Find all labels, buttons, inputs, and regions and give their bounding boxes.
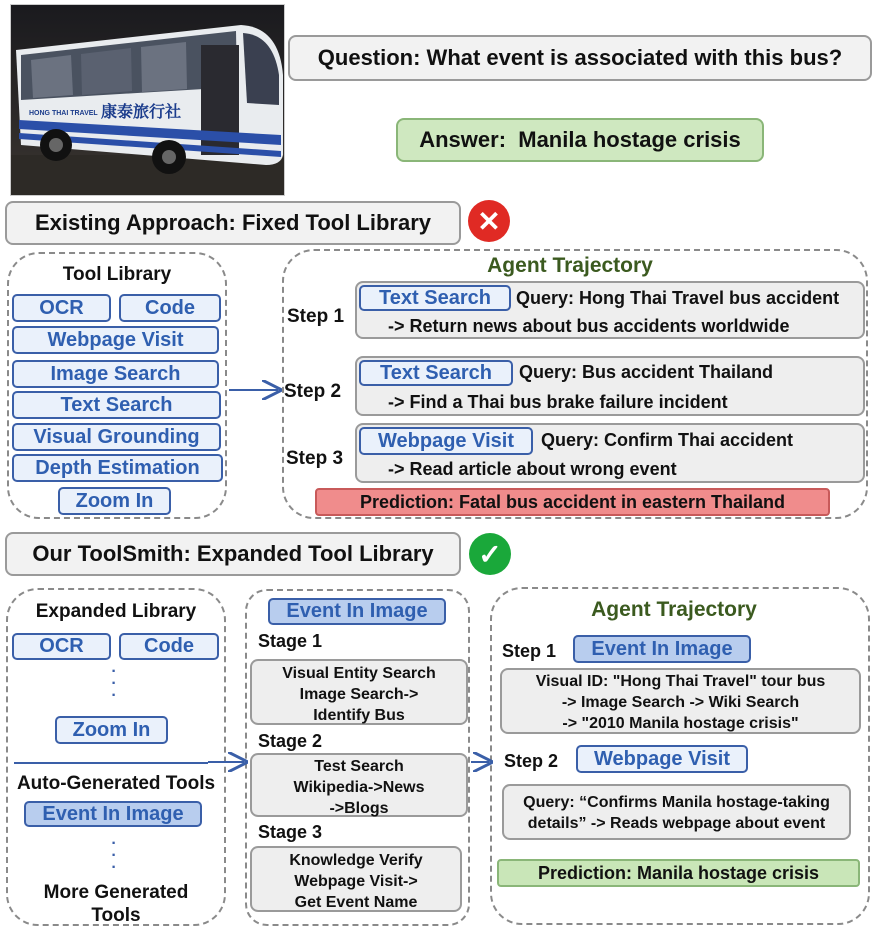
- expanded-tool-ocr: OCR: [12, 633, 111, 660]
- more-generated-tools: More Generated Tools: [43, 882, 189, 926]
- expanded-library-title: Expanded Library: [35, 601, 197, 622]
- tool-code: Code: [119, 294, 221, 322]
- bus-sign-english: HONG THAI TRAVEL: [29, 110, 98, 117]
- tool-zoom-in: Zoom In: [58, 487, 171, 515]
- existing-step-3-query: Query: Confirm Thai accident: [541, 430, 794, 450]
- existing-step-1-tool: Text Search: [359, 285, 511, 311]
- existing-step-3-result: -> Read article about wrong event: [388, 459, 677, 479]
- toolsmith-title-text: Our ToolSmith: Expanded Tool Library: [32, 541, 434, 566]
- toolsmith-step-2-box: Query: “Confirms Manila hostage-taking details” -> Reads webpage about event: [502, 784, 851, 840]
- stage-1-box: Visual Entity Search Image Search-> Identify Bus: [250, 659, 468, 725]
- tool-visual-grounding: Visual Grounding: [12, 423, 221, 451]
- tool-depth-estimation: Depth Estimation: [12, 454, 223, 482]
- tool-ocr: OCR: [12, 294, 111, 322]
- tool-library-title: Tool Library: [62, 264, 172, 285]
- existing-prediction: Prediction: Fatal bus accident in eastern Thailand: [315, 488, 830, 516]
- toolsmith-step-1-box: Visual ID: "Hong Thai Travel" tour bus -> Image Search -> Wiki Search -> "2010 Manila hostage crisis": [500, 668, 861, 734]
- check-icon: ✓: [469, 533, 511, 575]
- existing-step-2-query: Query: Bus accident Thailand: [519, 362, 774, 382]
- expanded-tool-zoom-in: Zoom In: [55, 716, 168, 744]
- toolsmith-step-1-label: Step 1: [502, 641, 557, 661]
- tool-webpage-visit: Webpage Visit: [12, 326, 219, 354]
- toolsmith-step-1-tool: Event In Image: [573, 635, 751, 663]
- ellipsis-dots-2: · · ·: [111, 835, 117, 876]
- existing-step-1-result: -> Return news about bus accidents worldwide: [388, 316, 790, 336]
- existing-step-3-tool: Webpage Visit: [359, 427, 533, 455]
- existing-step-3-label: Step 3: [286, 448, 344, 469]
- existing-step-1-label: Step 1: [287, 306, 345, 327]
- ellipsis-dots-1: · · ·: [111, 663, 117, 704]
- answer-text: Answer: Manila hostage crisis: [419, 127, 741, 152]
- existing-approach-title-text: Existing Approach: Fixed Tool Library: [34, 210, 432, 235]
- expanded-tool-event-in-image: Event In Image: [24, 801, 202, 827]
- auto-generated-title: Auto-Generated Tools: [16, 773, 216, 794]
- existing-step-2-tool: Text Search: [359, 360, 513, 386]
- stage-1-label: Stage 1: [258, 631, 323, 651]
- tool-image-search: Image Search: [12, 360, 219, 388]
- question-text: Question: What event is associated with this bus?: [317, 45, 843, 70]
- agent-trajectory-title-toolsmith: Agent Trajectory: [591, 598, 757, 621]
- expanded-tool-code: Code: [119, 633, 219, 660]
- bus-sign-chinese: 康泰旅行社: [101, 102, 182, 121]
- event-tool-name: Event In Image: [268, 598, 446, 625]
- existing-step-2-result: -> Find a Thai bus brake failure incident: [388, 392, 728, 412]
- stage-3-box: Knowledge Verify Webpage Visit-> Get Event Name: [250, 846, 462, 912]
- stage-2-label: Stage 2: [258, 731, 323, 751]
- toolsmith-prediction: Prediction: Manila hostage crisis: [497, 859, 860, 887]
- existing-step-2-label: Step 2: [284, 381, 342, 402]
- tool-text-search: Text Search: [12, 391, 221, 419]
- agent-trajectory-title-existing: Agent Trajectory: [487, 254, 653, 277]
- stage-2-box: Test Search Wikipedia->News ->Blogs: [250, 753, 468, 817]
- stage-3-label: Stage 3: [258, 822, 323, 842]
- x-icon: ✕: [468, 200, 510, 242]
- toolsmith-step-2-tool: Webpage Visit: [576, 745, 748, 773]
- toolsmith-step-2-label: Step 2: [504, 751, 559, 771]
- existing-step-1-query: Query: Hong Thai Travel bus accident: [516, 288, 840, 308]
